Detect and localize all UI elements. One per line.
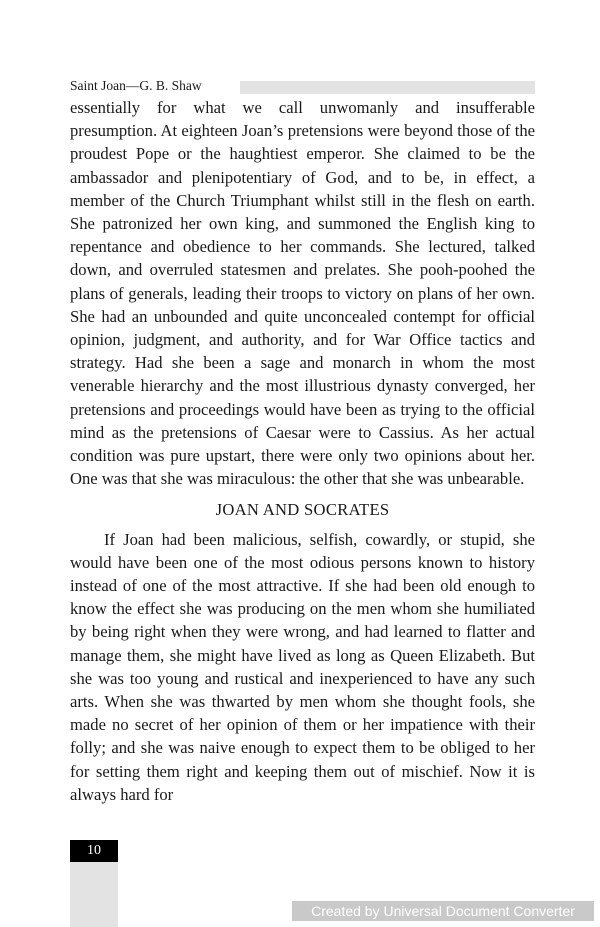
running-header <box>70 80 535 94</box>
body-paragraph: If Joan had been malicious, selfish, cowardly, or stupid, she would have been one of the most odious persons known to history instead of one of the most attractive. If she had been old enough to know the effect she was producing on the men whom she humiliated by being right when they were wrong, and had learned to flatter and manage them, she might have lived as long as Queen Elizabeth. But she was too young and rustical and inexperienced to have any such arts. When she was thwarted by men whom she thought fools, she made no secret of her opinion of them or her impatience with their folly; and she was naive enough to expect them to be obliged to her for setting them right and keeping them out of mischief. Now it is always hard for <box>70 529 535 804</box>
watermark: Created by Universal Document Converter <box>292 901 594 921</box>
running-title: Saint Joan—G. B. Shaw <box>70 78 206 94</box>
section-heading: JOAN AND SOCRATES <box>215 500 390 520</box>
page-number: 10 <box>70 840 118 862</box>
header-rule-bar <box>240 81 535 94</box>
page-body <box>70 96 535 806</box>
body-paragraph: essentially for what we call unwomanly and insufferable presumption. At eighteen Joan’s pretensions were beyond those of the proudest Pope or the haughtiest emperor. She claimed to be the ambassador and plenipotentiary of God, and to be, in effect, a member of the Church Triumphant whilst still in the flesh on earth. She patronized her own king, and summoned the English king to repentance and obedience to her commands. She lectured, talked down, and overruled statesmen and prelates. She pooh-poohed the plans of generals, leading their troops to victory on plans of her own. She had an unbounded and quite unconcealed contempt for official opinion, judgment, and authority, and for War Office tactics and strategy. Had she been a sage and monarch in whom the most venerable hierarchy and the most illustrious dynasty converged, her pretensions and proceedings would have been as trying to the official mind as the pretensions of Caesar were to Cassius. As her actual condition was pure upstart, there were only two opinions about her. One was that she was miraculous: the other that she was unbearable. <box>70 98 535 489</box>
